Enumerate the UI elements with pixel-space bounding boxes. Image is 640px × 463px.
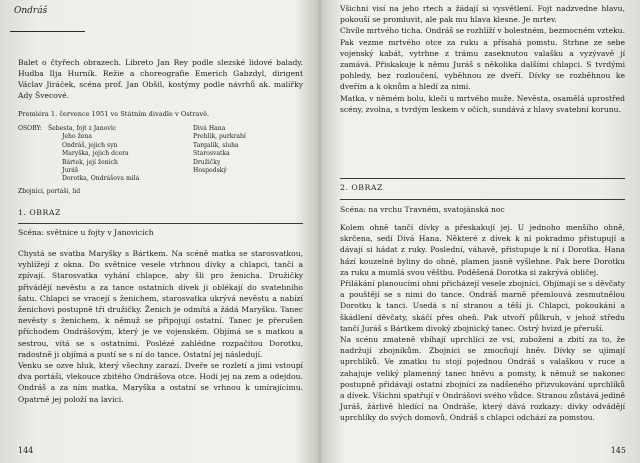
- cast-entry: Targalík, sluha: [193, 141, 239, 149]
- section-rule: [340, 199, 625, 200]
- cast-entry: Bártek, její ženich: [62, 158, 118, 166]
- cast-entry: Ondráš, jejich syn: [62, 141, 118, 149]
- page-number: 145: [610, 446, 626, 455]
- body-paragraph: Kolem ohně tančí dívky a přeskakují jej. U jednoho menšího ohně, skrčena, sedí Divá Hana. Některé z dívek k ní pokradmo přistupují a dávají si hádat z ruky. Poslední, váhavě, přistupuje k ní i Dorotka. Hana hází kouzelné byliny do ohně, plamen jasně vyšlehne. Pak bere Dorotku za ruku a mumlá svou věštbu. Poděšená Dorotka si zakrývá obličej. Přilákání planoucími ohni přicházejí vesele zbojníci. Objímají se s děvčaty a pouštějí se s nimi do tance. Ondráš marně přemlouvá zesmutnělou Dorotku k tanci. Usedá s ní stranou a těší ji. Chlapci, pokoukání a škádlení děvčaty, skáčí přes oheň. Pak utvoří půlkruh, v jehož středu tančí Juráš s Bártkem divoký zbojnický tanec. Ostrý hvizd je přeruší. Na scénu zmateně vbíhají uprchlíci ze vsi, zuboženi a zbití za to, že nadržují zbojníkům. Zbojníci se zmocňují hněv. Dívky se ujímají uprchlíků. Ve zmatku tu stojí pojednou Ondráš s valaškou v ruce a zahajuje veliký plamenný tanec hněvu a pomsty, k němuž se nakonec postupně přidávají ostatní zbojníci za nadšeného přizvukování uprchlíků a dívek. Všichni spatřují v Ondrášovi svého vůdce. Stranou zůstává jedině Juráš, žárlivě hledící na Ondráše, který dává rozkazy: dívky odvádějí uprchlíky do svých domovů, Ondráš s chlapci odchází za pomstou.: [340, 223, 625, 423]
- cast-entry: Divá Hana: [193, 125, 226, 132]
- scene-line: Scéna: světnice u fojty v Janovicích: [18, 228, 154, 237]
- cast-entry: Prehlik, purkrabí: [193, 133, 246, 141]
- page-number: 144: [18, 446, 34, 455]
- section-rule: [18, 223, 303, 224]
- cast-column-1: [48, 125, 198, 184]
- cast-entry: Juráš: [62, 167, 79, 175]
- premiere-line: Premiéra 1. července 1951 ve Státním divadle v Ostravě.: [18, 110, 210, 118]
- cast-entry: Dorotka, Ondrášova milá: [62, 175, 140, 183]
- cast-entry: Družičky: [193, 158, 221, 166]
- scene-line: Scéna: na vrchu Travném, svatojánská noc: [340, 205, 505, 214]
- cast-entry: Hospodský: [193, 167, 227, 175]
- cast-entry: Starosvatka: [193, 150, 230, 158]
- body-paragraph: Všichni visí na jeho rtech a žádají si vysvětlení. Fojt nadzvedne hlavu, pokouší se promluvit, ale pak mu hlava klesne. Je mrtev. Chvíle mrtvého ticha. Ondráš se rozhlíží v bolestném, bezmocném vzteku. Pak vezme mrtvého otce za ruku a přísahá pomstu. Strhne ze sebe vojenský kabát, vytrhne z trámu zaseknutou valašku a vyzývavě jí zamává. Přiskakuje k němu Juráš s několika dalšími chlapci. S tvrdými pohledy, bez rozloučení, vyběhnou ze dveří. Dívky se rozběhnou ke dveřím a k oknům a hledí za nimi. Matka, v němém bolu, klečí u mrtvého muže. Nevěsta, osamělá uprostřed scény, zvolna, s tvrdým leskem v očích, sundává z hlavy svatební korunu.: [340, 4, 625, 114]
- extras-line: Zbojníci, portáši, lid: [18, 188, 81, 195]
- section-heading: 2. OBRAZ: [340, 183, 383, 192]
- cast-entry: Jeho žena: [62, 133, 92, 141]
- cast-column-2: [193, 125, 303, 175]
- section-heading: 1. OBRAZ: [18, 208, 61, 217]
- cast-entry: Šebesta, fojt z Janovic: [48, 125, 117, 132]
- right-page: [320, 0, 640, 463]
- header-box: [10, 18, 85, 32]
- cast-label: OSOBY:: [18, 125, 42, 132]
- page-header-title: Ondráš: [14, 6, 48, 16]
- intro-paragraph: Balet o čtyřech obrazech. Libreto Jan Rey podle slezské lidové balady. Hudba Ilja Hurník. Režie a choreografie Emerich Gabzdyl, dirigent Václav Jiráček, scéna prof. Jan Obšil, kostýmy podle návrhů ak. malířky Ady Švecové.: [18, 58, 303, 100]
- body-paragraph: Chystá se svatba Maryšky s Bártkem. Na scéně matka se starosvatkou, vyhlížejí z okna. Do světnice vesele vtrhnou dívky a chlapci, tančí a zpívají. Starosvatka vyhání chlapce, aby šli pro ženicha. Družičky přivádějí nevěstu a za tance ostatních dívek ji oblékají do svatebního šatu. Chlapci se vracejí s ženichem, starosvatka ukrývá nevěstu a nabízí ženichovi postupně tři družičky. Ženich je odmítá a žádá Maryšku. Tanec nevěsty s ženichem, k němuž se připojují ostatní. Tanec je přerušen příchodem Ondrášovým, který je ve vojenském. Objímá se s matkou a sestrou, vítá se s ostatními. Poslézé zahlédne rozpačitou Dorotku, radostně ji objímá a pustí se s ní do tance. Ostatní jej následují. Venku se ozve hluk, který všechny zarazí. Dveře se rozletí a jimi vstoupí dva portáši, vlekouce zbitého Ondrášova otce. Hodí jej na zem a odejdou. Ondráš a za ním matka, Maryška a ostatní se vrhnou k umírajícímu. Opatrně jej položí na lavici.: [18, 249, 303, 404]
- cast-entry: Maryška, jejich dcera: [62, 150, 129, 158]
- section-rule: [340, 178, 625, 179]
